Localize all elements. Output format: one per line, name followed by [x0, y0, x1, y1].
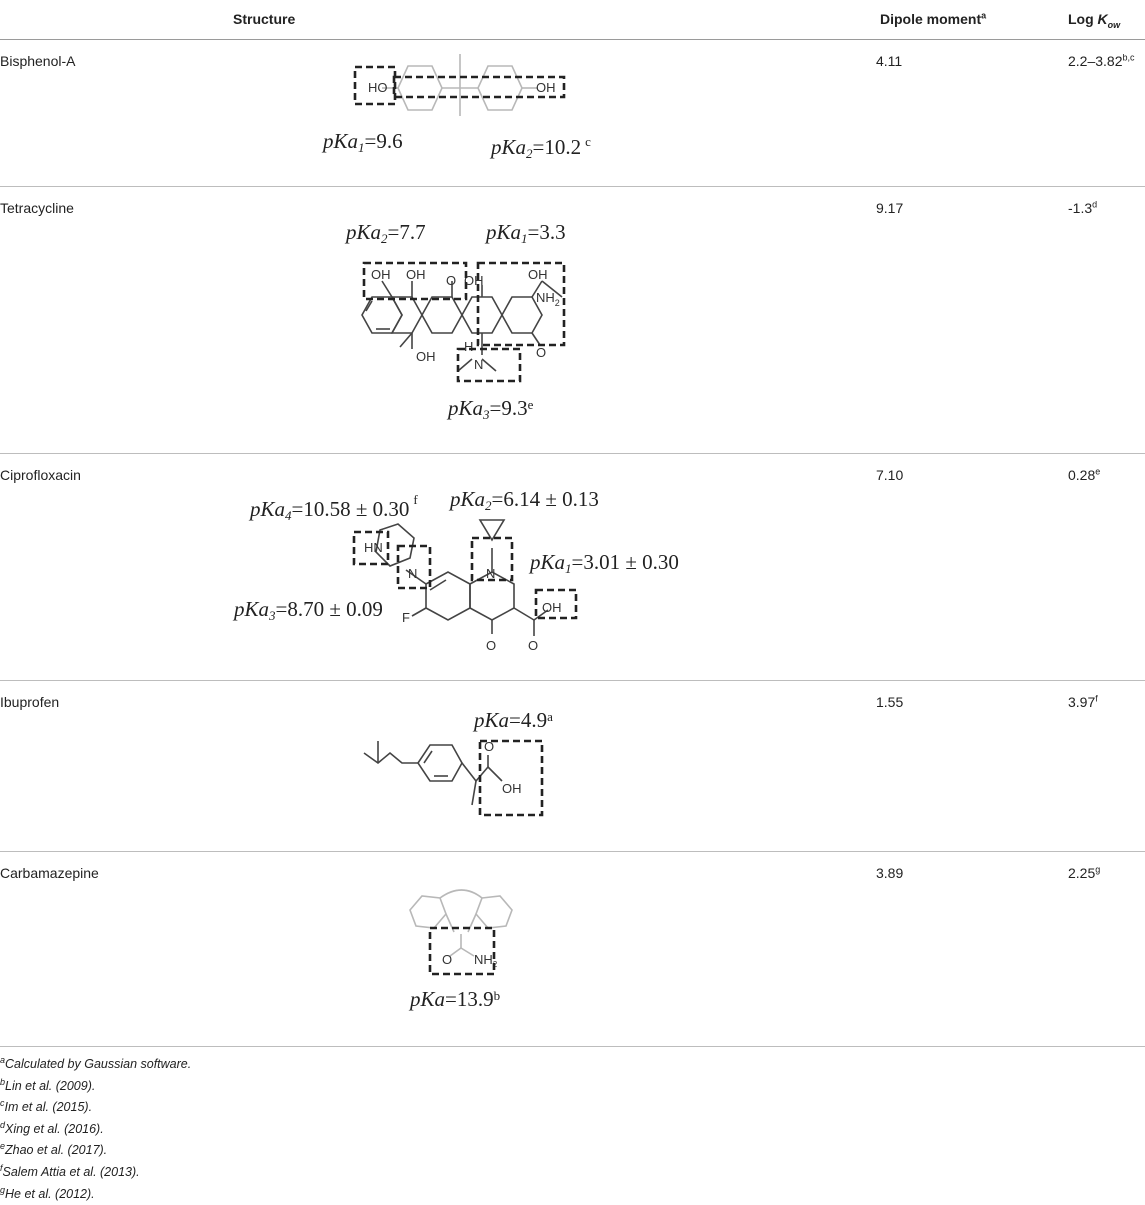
atom-label: OH: [416, 349, 436, 364]
logk-value: 0.28e: [1068, 466, 1101, 483]
footnote: $^a$Calculated by Gaussian software.: [0, 1054, 192, 1071]
table-row: [0, 852, 1145, 1047]
footnote: $^d$Xing et al. (2016).: [0, 1119, 104, 1136]
atom-label: O: [484, 739, 495, 754]
logk-value: -1.3$^d$: [1068, 199, 1098, 216]
tetracycline-structure: [340, 187, 600, 453]
pka2-label: pKa2=6.14 ± 0.13: [450, 487, 599, 513]
header-dipole: Dipole moment$^a$: [880, 10, 987, 27]
atom-label: N: [486, 566, 496, 581]
footnote: $^e$Zhao et al. (2017).: [0, 1141, 108, 1158]
pka2-label: pKa2=7.7: [346, 220, 426, 246]
logk-value: 3.97$^f$: [1068, 693, 1098, 710]
dipole-value: 7.10: [876, 467, 904, 483]
footnote: $^b$Lin et al. (2009).: [0, 1076, 96, 1093]
compound-name: Bisphenol-A: [0, 53, 76, 69]
dipole-value: 1.55: [876, 694, 904, 710]
dipole-value: 4.11: [876, 53, 903, 69]
atom-label: OH: [502, 781, 522, 796]
table-row: [0, 681, 1145, 852]
logk-value: 2.2–3.82$^{b,c}$: [1068, 52, 1135, 69]
atom-label: H: [464, 339, 474, 354]
compound-name: Ibuprofen: [0, 694, 60, 710]
pka-box: [430, 928, 494, 974]
pka3-label: pKa3=9.3$^e$: [448, 396, 534, 422]
dipole-value: 3.89: [876, 865, 904, 881]
pka1-label: pKa1=3.3: [486, 220, 566, 246]
footnote: $^c$Im et al. (2015).: [0, 1098, 93, 1115]
table-row: [0, 187, 1145, 454]
pka3-label: pKa3=8.70 ± 0.09: [234, 597, 383, 623]
table-row: [0, 454, 1145, 681]
atom-label: OH: [371, 267, 391, 282]
atom-label: OH: [464, 273, 484, 288]
compound-name: Tetracycline: [0, 200, 74, 216]
pka-label: pKa=4.9$^a$: [474, 708, 553, 732]
compound-name: Ciprofloxacin: [0, 467, 81, 483]
atom-label: N: [474, 357, 484, 372]
atom-label: O: [446, 273, 457, 288]
atom-label: $NH_2$: [536, 290, 560, 308]
pka1-label: pKa1=9.6: [323, 129, 403, 155]
bisphenol-a-structure: [320, 40, 620, 186]
pka2-label: pKa2=10.2 $^c$: [491, 134, 591, 161]
header-structure: Structure: [233, 11, 296, 27]
header-logk: Log $K_{ow}$: [1068, 11, 1121, 30]
atom-label: O: [528, 638, 539, 653]
table-header: [0, 0, 1145, 40]
atom-label: $NH_2$: [474, 952, 498, 969]
atom-label: O: [486, 638, 497, 653]
footnote: $^g$He et al. (2012).: [0, 1184, 95, 1201]
pka4-label: pKa4=10.58 ± 0.30 $^f$: [250, 492, 418, 523]
atom-label: OH: [542, 600, 562, 615]
atom-label: F: [402, 610, 410, 625]
ciprofloxacin-structure: [230, 454, 700, 680]
footnotes: [0, 1054, 191, 1205]
pka1-label: pKa1=3.01 ± 0.30: [530, 550, 679, 576]
atom-label: O: [536, 345, 547, 360]
atom-label: OH: [536, 80, 556, 95]
logk-value: 2.25$^g$: [1068, 864, 1101, 881]
pka-label: pKa=13.9$^b$: [410, 987, 501, 1011]
footnote: $^f$Salem Attia et al. (2013).: [0, 1162, 140, 1179]
atom-label: HN: [364, 540, 383, 555]
atom-label: N: [408, 566, 418, 581]
carbamazepine-structure: [390, 852, 550, 1046]
compound-name: Carbamazepine: [0, 865, 99, 881]
atom-label: HO: [368, 80, 388, 95]
table-row: [0, 40, 1145, 187]
ibuprofen-structure: [350, 681, 580, 851]
atom-label: OH: [528, 267, 548, 282]
atom-label: OH: [406, 267, 426, 282]
atom-label: O: [442, 952, 453, 967]
dipole-value: 9.17: [876, 200, 904, 216]
